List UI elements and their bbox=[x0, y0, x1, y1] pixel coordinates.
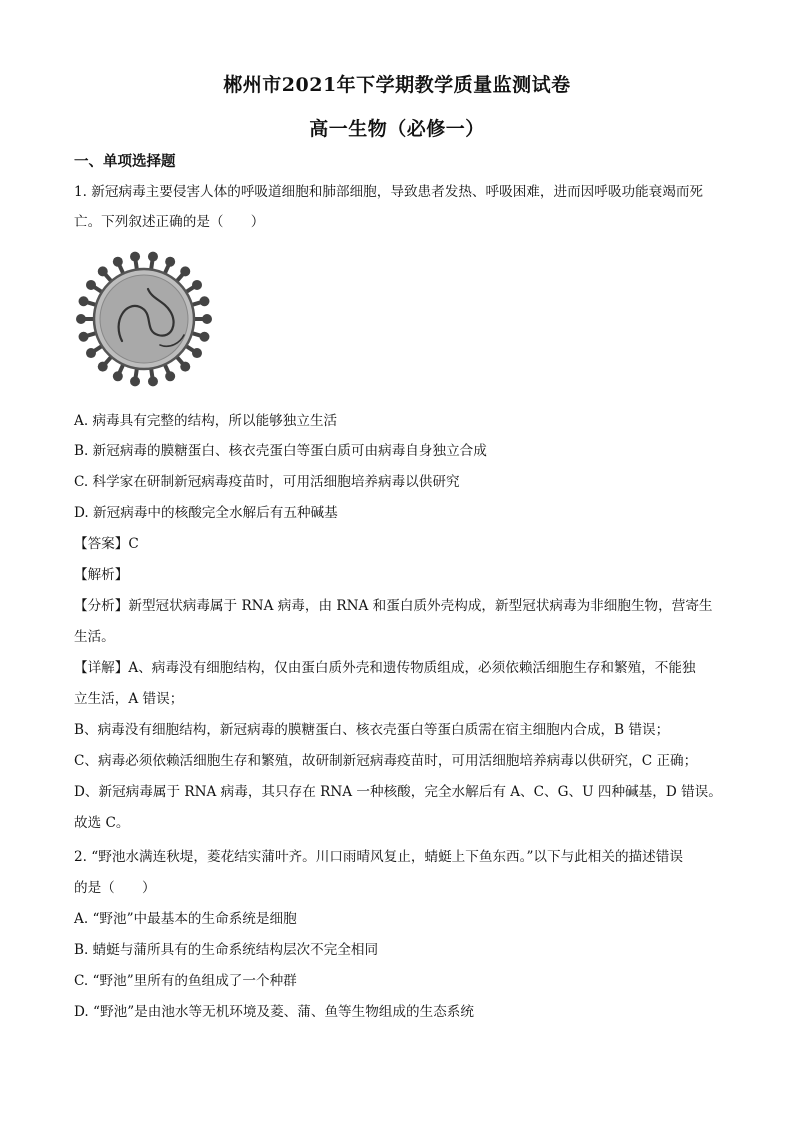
q1-option-c: C. 科学家在研制新冠病毒疫苗时，可用活细胞培养病毒以供研究 bbox=[74, 474, 460, 490]
virus-spike-head bbox=[86, 280, 96, 290]
virus-spike-head bbox=[192, 348, 202, 358]
virus-spike-head bbox=[165, 371, 175, 381]
virus-spike-head bbox=[199, 332, 209, 342]
q1-analysis: 【分析】新型冠状病毒属于 RNA 病毒，由 RNA 和蛋白质外壳构成，新型冠状病毒为非细胞生物，营寄生 bbox=[74, 598, 713, 614]
virus-spike-head bbox=[148, 376, 158, 386]
q1-option-a: A. 病毒具有完整的结构，所以能够独立生活 bbox=[74, 413, 338, 429]
virus-spike-head bbox=[130, 376, 140, 386]
virus-spike-head bbox=[76, 314, 86, 324]
virus-illustration bbox=[74, 249, 214, 389]
q1-detail-1: 【详解】A、病毒没有细胞结构，仅由蛋白质外壳和遗传物质组成，必须依赖活细胞生存和繁殖，不能独 bbox=[74, 660, 696, 676]
virus-spike-head bbox=[202, 314, 212, 324]
q2-stem-cont: 的是（ ） bbox=[74, 880, 156, 896]
q1-conclusion: 故选 C。 bbox=[74, 815, 130, 831]
q1-analysis-cont: 生活。 bbox=[74, 629, 115, 645]
virus-spike-head bbox=[79, 332, 89, 342]
page-title: 郴州市2021年下学期教学质量监测试卷 bbox=[223, 74, 571, 96]
q1-option-b: B. 新冠病毒的膜糖蛋白、核衣壳蛋白等蛋白质可由病毒自身独立合成 bbox=[74, 443, 487, 459]
virus-spike-head bbox=[199, 296, 209, 306]
virus-spike-head bbox=[180, 266, 190, 276]
q1-answer: 【答案】C bbox=[74, 536, 139, 552]
virus-spike-head bbox=[165, 257, 175, 267]
virus-spike-head bbox=[113, 257, 123, 267]
q1-option-d: D. 新冠病毒中的核酸完全水解后有五种碱基 bbox=[74, 505, 338, 521]
q1-detail-2: 立生活，A 错误； bbox=[74, 691, 184, 707]
virus-spike-head bbox=[79, 296, 89, 306]
q2-option-c: C. “野池”里所有的鱼组成了一个种群 bbox=[74, 973, 297, 989]
q1-analysis-label: 【解析】 bbox=[74, 567, 129, 583]
q1-detail-4: C、病毒必须依赖活细胞生存和繁殖，故研制新冠病毒疫苗时，可用活细胞培养病毒以供研究，C 正确； bbox=[74, 753, 698, 769]
virus-spike-head bbox=[192, 280, 202, 290]
q1-detail-5: D、新冠病毒属于 RNA 病毒，其只存在 RNA 一种核酸，完全水解后有 A、C、G、U 四种碱基，D 错误。 bbox=[74, 784, 722, 800]
virus-spike-head bbox=[98, 362, 108, 372]
page-subtitle: 高一生物（必修一） bbox=[309, 118, 485, 140]
virus-spike-head bbox=[86, 348, 96, 358]
q2-stem: 2. “野池水满连秋堤，菱花结实蒲叶齐。川口雨晴风复止，蜻蜓上下鱼东西。”以下与此相关的描述错误 bbox=[74, 849, 683, 865]
virus-spike-head bbox=[113, 371, 123, 381]
virus-spike-head bbox=[98, 266, 108, 276]
virus-spike-head bbox=[130, 252, 140, 262]
q2-option-d: D. “野池”是由池水等无机环境及菱、蒲、鱼等生物组成的生态系统 bbox=[74, 1004, 474, 1020]
virus-spike-head bbox=[148, 252, 158, 262]
q1-stem-cont: 亡。下列叙述正确的是（ ） bbox=[74, 214, 265, 230]
q2-option-b: B. 蜻蜓与蒲所具有的生命系统结构层次不完全相同 bbox=[74, 942, 379, 958]
q1-detail-3: B、病毒没有细胞结构，新冠病毒的膜糖蛋白、核衣壳蛋白等蛋白质需在宿主细胞内合成，B 错误； bbox=[74, 722, 670, 738]
q2-option-a: A. “野池”中最基本的生命系统是细胞 bbox=[74, 911, 297, 927]
section-heading: 一、单项选择题 bbox=[74, 153, 176, 170]
virus-spike-head bbox=[180, 362, 190, 372]
q1-stem: 1. 新冠病毒主要侵害人体的呼吸道细胞和肺部细胞，导致患者发热、呼吸困难，进而因呼吸功能衰竭而死 bbox=[74, 184, 704, 200]
